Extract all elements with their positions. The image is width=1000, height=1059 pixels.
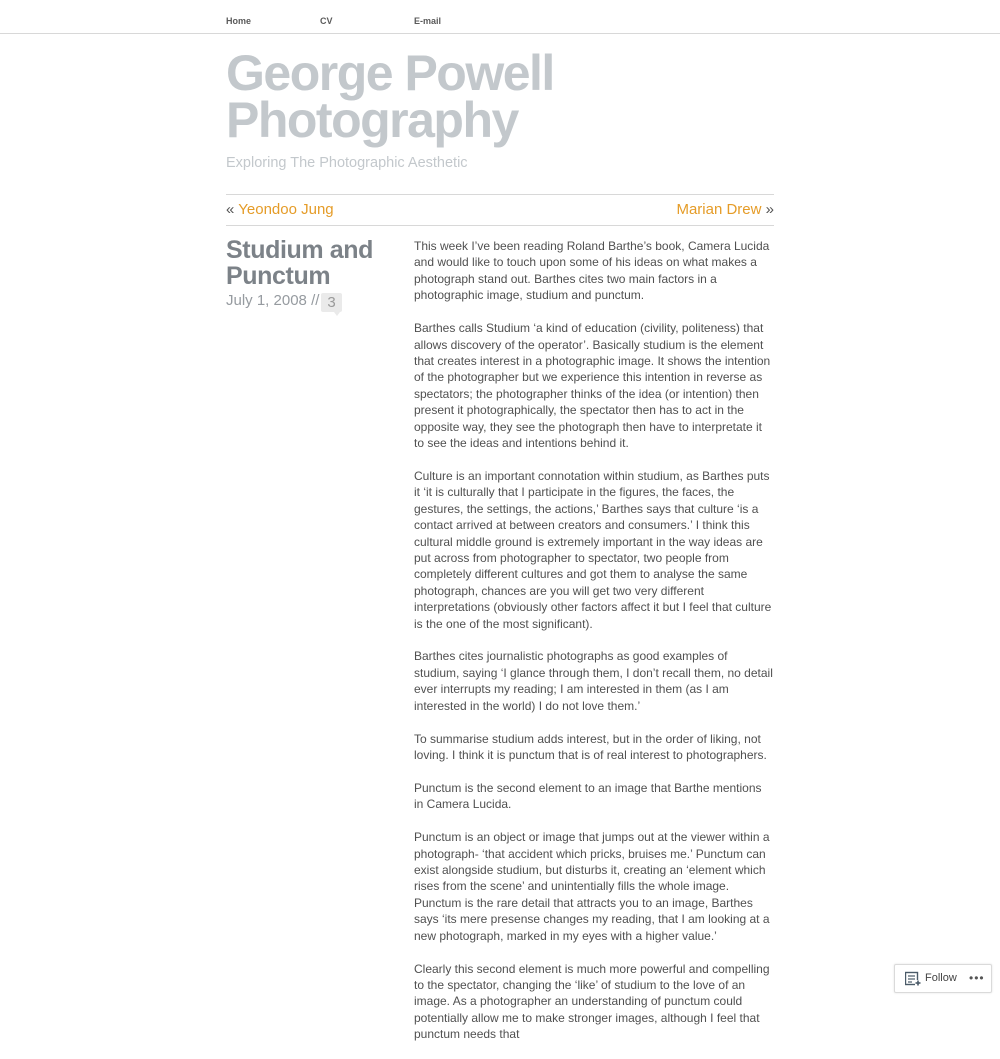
paragraph: Culture is an important connotation within studium, as Barthes puts it ‘it is culturally that I participate in the figures, the faces, the gestures, the settings, the actions,’ Barthes says that culture ‘is a contact arrived at between creators and consumers.’ I think this cultural middle ground is extremely important in the way ideas are put across from photographer to spectator, two people from completely different cultures and got them to analyse the same photograph, chances are you will get two very different interpretations (obviously other factors affect it but I feel that culture is the one of the most significant).: [414, 468, 772, 631]
paragraph: Barthes cites journalistic photographs as good examples of studium, saying ‘I glance through them, I don’t recall them, no detail ever interrupts my reading; I am interested in them (as I am interested in the world) I do not love them.’: [414, 649, 773, 713]
follow-label: Follow: [925, 972, 957, 984]
next-post: [676, 201, 774, 218]
follow-bar: [894, 964, 992, 993]
site-title[interactable]: George Powell Photography: [226, 45, 554, 148]
follow-reader-icon: [905, 971, 921, 989]
paragraph: This week I’ve been reading Roland Barthe’s book, Camera Lucida and would like to touch upon some of his ideas on what makes a photograph stand out. Barthes cites two main factors in a photographic image, studium and punctum.: [414, 239, 770, 303]
post-meta: [226, 292, 319, 309]
paragraph: To summarise studium adds interest, but in the order of liking, not loving. I think it is punctum that is of real interest to photographers.: [414, 731, 767, 762]
next-arrow: »: [765, 201, 774, 218]
paragraph: Punctum is the second element to an image that Barthe mentions in Camera Lucida.: [414, 780, 762, 812]
paragraph: Clearly this second element is much more powerful and compelling to the spectator, changing the ‘like’ of studium to the love of an image. As a photographer an understanding of punctum could potentially allow me to make stronger images, although I feel that punctum needs that: [414, 961, 770, 1042]
next-post-link[interactable]: Marian Drew: [676, 201, 762, 218]
previous-post-link[interactable]: Yeondoo Jung: [238, 201, 334, 218]
more-dots-icon[interactable]: •••: [969, 971, 985, 985]
nav-email-link[interactable]: E-mail: [414, 16, 442, 26]
meta-separator: //: [311, 292, 320, 309]
paragraph: Barthes calls Studium ‘a kind of education (civility, politeness) that allows discovery of the operator’. Basically studium is the element that creates interest in a photographic image. It shows the intention of the photographer but we experience this intention in reverse as spectators; the photographer thinks of the idea (or intention) then present it photographically, the spectator then has to act in the opposite way, they see the photograph then have to interpretate it to see the ideas and intentions behind it.: [414, 321, 771, 450]
top-navigation: [0, 0, 1000, 34]
nav-cv-link[interactable]: CV: [320, 16, 333, 26]
previous-arrow: «: [226, 201, 235, 218]
post-title: Studium and Punctum: [226, 236, 373, 290]
site-description: Exploring The Photographic Aesthetic: [226, 155, 468, 171]
nav-home-link[interactable]: Home: [226, 16, 252, 26]
post-content: [414, 238, 774, 1059]
paragraph: Punctum is an object or image that jumps out at the viewer within a photograph- ‘that accident which pricks, bruises me.’ Punctum can exist alongside studium, but disturbs it, creating an ‘element which rises from the scene’ and unintentially fills the whole image. Punctum is the rare detail that attracts you to an image, Barthes says ‘its mere presense changes my reading, that I am looking at a new photograph, marked in my eyes with a higher value.’: [414, 830, 770, 943]
comment-count-badge[interactable]: 3: [321, 293, 342, 312]
previous-post: [226, 201, 334, 218]
post-date: July 1, 2008: [226, 292, 307, 309]
post-navigation: [226, 194, 774, 226]
